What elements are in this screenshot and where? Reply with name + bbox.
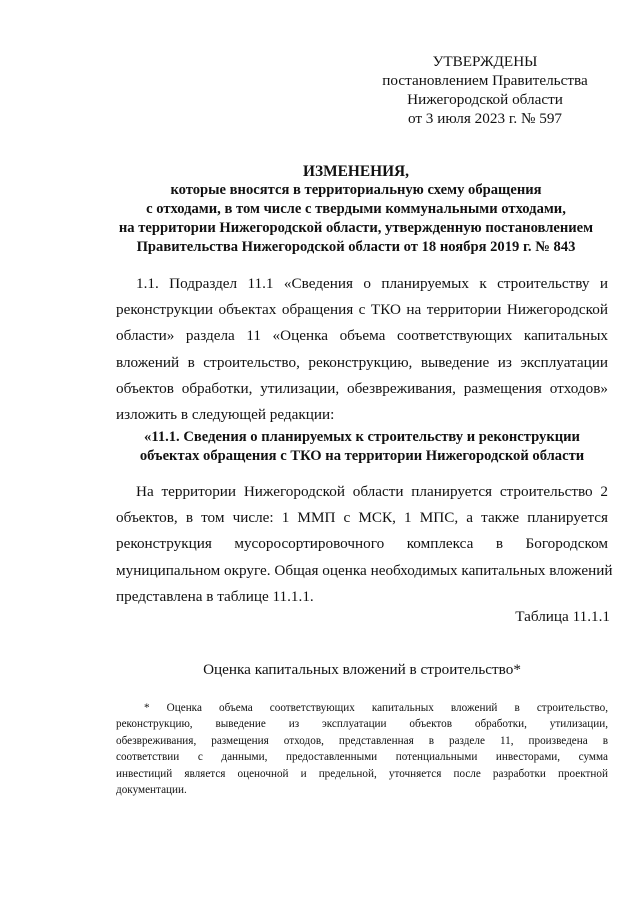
footnote-line: документации. — [116, 784, 187, 797]
paragraph-2-line: На территории Нижегородской области планируется строительство 2 — [136, 483, 608, 500]
paragraph-2-line: муниципальном округе. Общая оценка необходимых капитальных вложений — [116, 561, 613, 579]
document-title — [96, 162, 616, 257]
footnote-line: соответствии с данными, предоставленными потенциальными инвесторами, сумма — [116, 751, 608, 764]
paragraph-2-line: представлена в таблице 11.1.1. — [116, 587, 314, 605]
footnote-line: * Оценка объема соответствующих капитальных вложений в строительство, — [144, 702, 608, 714]
footnote-line: инвестиций является оценочной и предельной, уточняется после разработки проектной — [116, 767, 608, 780]
table-title: Оценка капитальных вложений в строительство* — [203, 661, 521, 678]
approval-stamp — [360, 52, 610, 128]
paragraph-1-line: области» раздела 11 «Оценка объема соответствующих капитальных — [116, 327, 608, 345]
paragraph-1-line: 1.1. Подраздел 11.1 «Сведения о планируемых к строительству и — [136, 275, 608, 292]
footnote — [116, 700, 608, 798]
paragraph-1-line: объектов обработки, утилизации, обезвреживания, размещения отходов» — [116, 379, 608, 397]
approval-line-3: Нижегородской области — [407, 91, 563, 108]
paragraph-1-line: реконструкции объектах обращения с ТКО на территории Нижегородской — [116, 301, 608, 319]
paragraph-1 — [116, 271, 608, 428]
footnote-line: обезвреживания, размещения отходов, представленная в разделе 11, произведена в — [116, 734, 608, 747]
paragraph-2-line: объектов, в том числе: 1 ММП с МСК, 1 МПС, а также планируется — [116, 509, 608, 527]
approval-line-1: УТВЕРЖДЕНЫ — [432, 53, 538, 70]
approval-line-4: от 3 июля 2023 г. № 597 — [407, 110, 563, 127]
title-line-3: на территории Нижегородской области, утвержденную постановлением — [118, 220, 594, 236]
subheading-line-2: объектах обращения с ТКО на территории Нижегородской области — [139, 448, 585, 464]
paragraph-2 — [116, 479, 613, 610]
paragraph-1-line: изложить в следующей редакции: — [116, 406, 335, 424]
paragraph-2-line: реконструкция мусоросортировочного комплекса в Богородском — [116, 535, 608, 553]
title-line-4: Правительства Нижегородской области от 18 ноября 2019 г. № 843 — [136, 239, 576, 255]
title-main: ИЗМЕНЕНИЯ, — [302, 163, 410, 180]
paragraph-1-line: вложений в строительство, реконструкцию, выведение из эксплуатации — [116, 353, 608, 371]
table-label: Таблица 11.1.1 — [515, 608, 610, 625]
title-line-2: с отходами, в том числе с твердыми коммунальными отходами, — [146, 201, 566, 217]
footnote-line: реконструкцию, выведение из эксплуатации объектов обработки, утилизации, — [116, 718, 608, 731]
approval-line-2: постановлением Правительства — [382, 72, 588, 89]
title-line-1: которые вносятся в территориальную схему обращения — [170, 182, 542, 198]
subheading-line-1: «11.1. Сведения о планируемых к строительству и реконструкции — [144, 429, 580, 445]
section-subheading — [116, 428, 608, 466]
